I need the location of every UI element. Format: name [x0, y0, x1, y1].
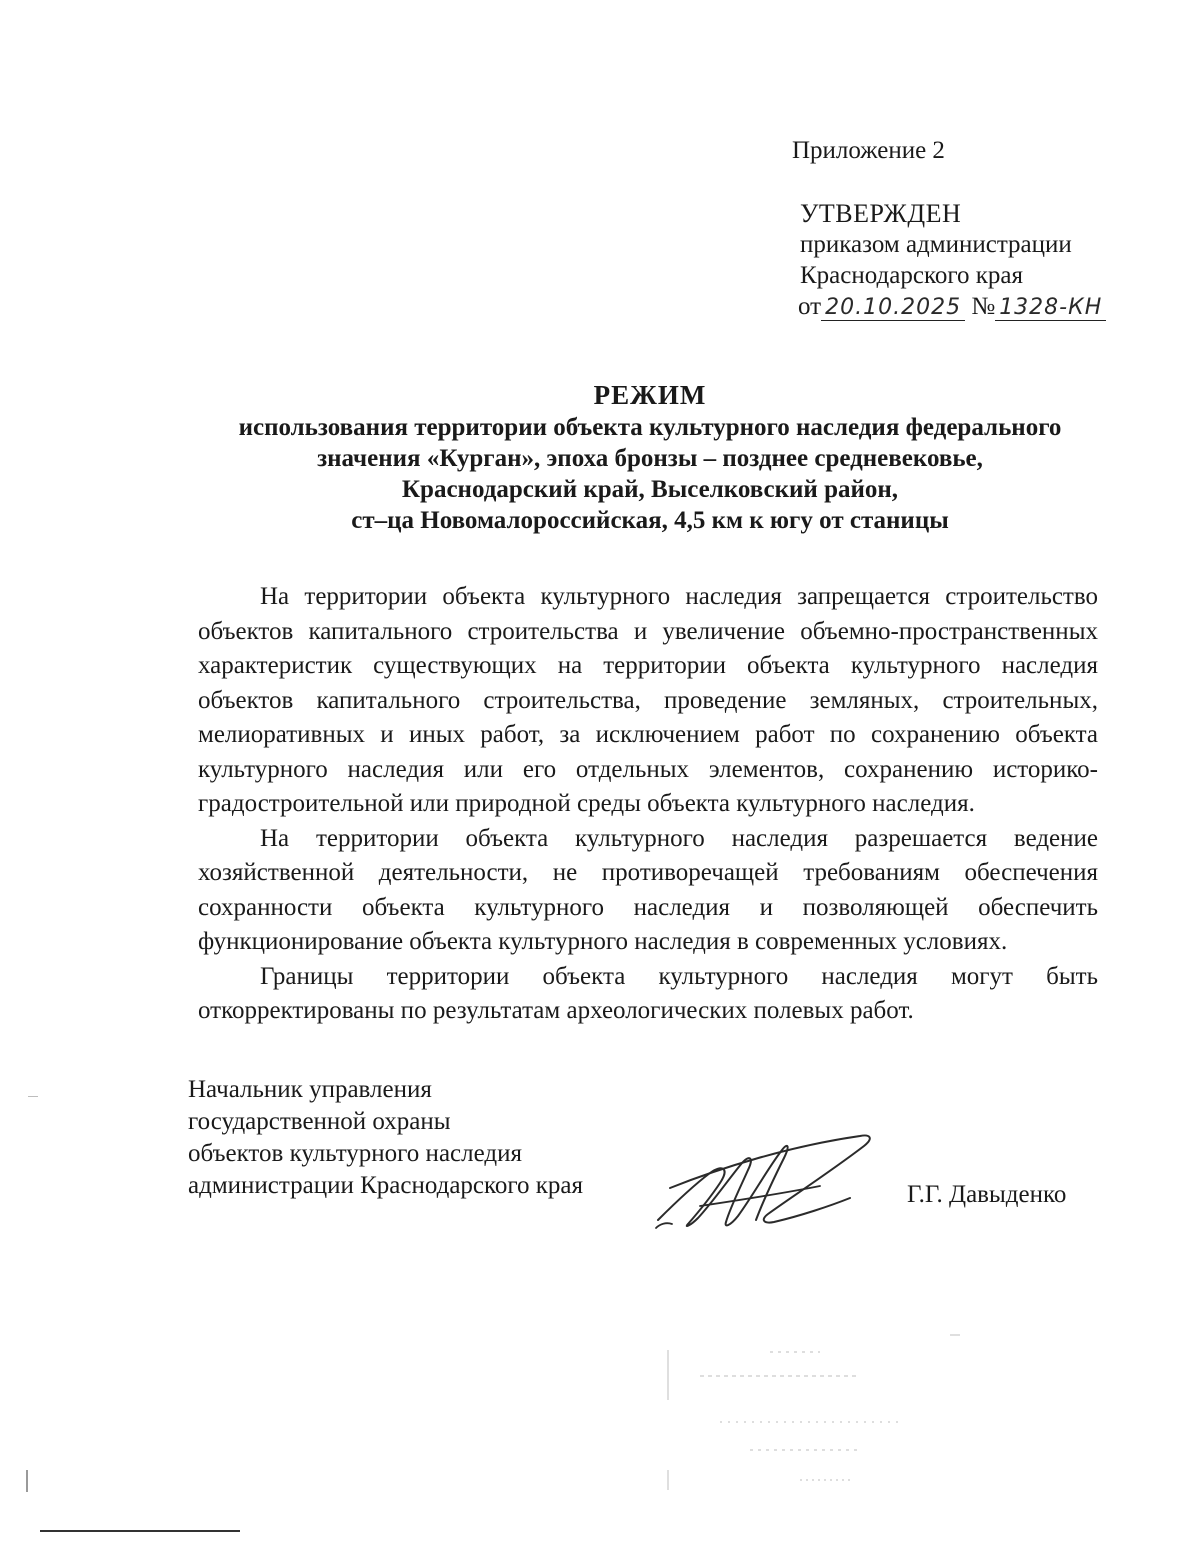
document-heading: [150, 378, 1150, 536]
order-number: 1328-КН: [995, 295, 1106, 321]
title-line-3: Краснодарский край, Выселковский район,: [401, 476, 899, 503]
paragraph-3: Границы территории объекта культурного наследия могут быть откорректированы по результатам археологических полевых работ.: [198, 962, 1098, 1024]
paragraph-1: На территории объекта культурного наследия запрещается строительство объектов капитального строительства и увеличение объемно-пространственных характеристик существующих на территории объекта культурного наследия объектов капитального строительства, проведение земляных, строительных, мелиоративных и иных работ, за исключением работ по сохранению объекта культурного наследия или его отдельных элементов, сохранению историко-градостроительной или природной среды объекта культурного наследия.: [198, 583, 1098, 817]
signatory-position: [188, 1074, 583, 1202]
document-body: [198, 580, 1098, 1029]
document-title: РЕЖИМ: [593, 380, 707, 410]
margin-mark-left-bottom: [26, 1470, 28, 1492]
order-date: 20.10.2025: [821, 295, 965, 321]
paragraph-2: На территории объекта культурного наследия разрешается ведение хозяйственной деятельности, не противоречащей требованиям обеспечения сохранности объекта культурного наследия и позволяющей обеспечить функционирование объекта культурного наследия в современных условиях.: [198, 824, 1098, 955]
position-line-2: государственной охраны: [188, 1108, 451, 1135]
bottom-edge-line: [40, 1530, 240, 1532]
approved-by-line1: приказом администрации: [800, 231, 1072, 258]
position-line-3: объектов культурного наследия: [188, 1140, 522, 1167]
appendix-label: Приложение 2: [792, 137, 945, 164]
title-line-2: значения «Курган», эпоха бронзы – позднее средневековье,: [317, 445, 983, 472]
margin-mark-left: [28, 1096, 38, 1097]
date-prefix: от: [798, 293, 822, 320]
approved-by-line2: Краснодарского края: [800, 262, 1023, 289]
approved-label: УТВЕРЖДЕН: [800, 199, 962, 228]
signer-name: Г.Г. Давыденко: [907, 1181, 1067, 1208]
order-line: [798, 291, 1106, 323]
faded-stamp-mark: [660, 1330, 980, 1510]
handwritten-signature: [650, 1128, 880, 1238]
number-prefix: №: [971, 293, 996, 320]
position-line-4: администрации Краснодарского края: [188, 1172, 584, 1199]
title-line-4: ст–ца Новомалороссийская, 4,5 км к югу от станицы: [351, 507, 949, 534]
position-line-1: Начальник управления: [188, 1076, 432, 1103]
title-line-1: использования территории объекта культурного наследия федерального: [238, 414, 1062, 441]
approval-block: [800, 198, 1106, 323]
